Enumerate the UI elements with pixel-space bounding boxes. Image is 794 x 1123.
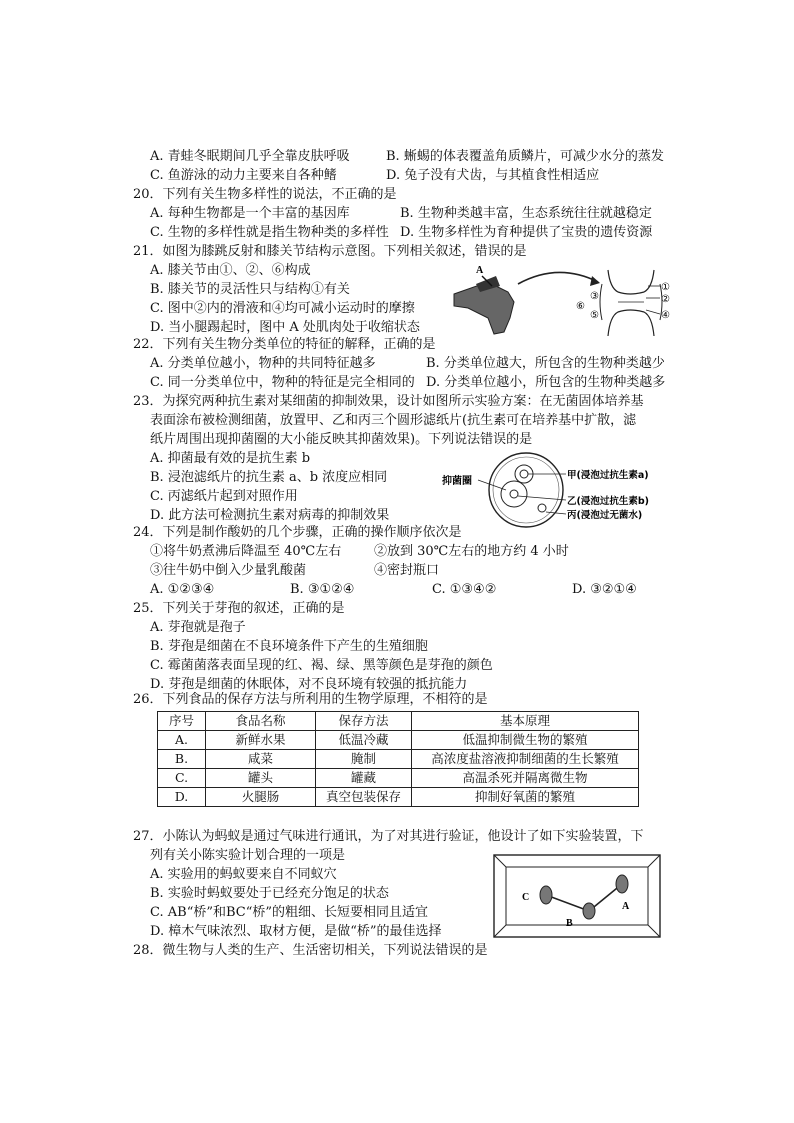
- cell-principle: 抑制好氧菌的繁殖: [412, 788, 639, 807]
- label-a: A: [476, 265, 484, 276]
- q24-step-4: ④密封瓶口: [374, 563, 440, 578]
- disc-jia: [520, 470, 528, 478]
- q19-option-d: D. 兔子没有犬齿，与其植食性相适应: [386, 168, 600, 183]
- q19-option-b: B. 蜥蜴的体表覆盖角质鳞片，可减少水分的蒸发: [386, 149, 664, 164]
- q28-stem: 28．微生物与人类的生产、生活密切相关，下列说法错误的是: [133, 943, 488, 958]
- q22-option-a: A. 分类单位越小，物种的共同特征越多: [150, 356, 376, 371]
- disc-bing: [538, 504, 546, 512]
- platform-c: [540, 886, 552, 904]
- q24-step-3: ③往牛奶中倒入少量乳酸菌: [150, 563, 307, 578]
- label-4: ④: [661, 310, 670, 321]
- platform-a: [616, 875, 628, 893]
- q26-stem: 26．下列食品的保存方法与所利用的生物学原理，不相符的是: [133, 692, 488, 707]
- q21-stem: 21．如图为膝跳反射和膝关节结构示意图。下列相关叙述，错误的是: [133, 244, 527, 259]
- cell-index: B.: [158, 750, 206, 769]
- femur-outline: [608, 270, 654, 294]
- tray-corner-br: [648, 925, 660, 937]
- q21-option-a: A. 膝关节由①、②、⑥构成: [150, 263, 311, 278]
- header-index: 序号: [158, 712, 206, 731]
- label-bing: 丙(浸泡过无菌水): [567, 510, 643, 521]
- tray-corner-tr: [648, 855, 660, 867]
- food-preservation-table: [157, 711, 639, 807]
- cell-food: 新鲜水果: [206, 731, 316, 750]
- table-row: [158, 769, 639, 788]
- q23-option-d: D. 此方法可检测抗生素对病毒的抑制效果: [150, 508, 390, 523]
- label-yi: 乙(浸泡过抗生素b): [567, 496, 649, 507]
- q22-option-d: D. 分类单位越小，所包含的生物种类越多: [426, 375, 666, 390]
- cell-principle: 高温杀死并隔离微生物: [412, 769, 639, 788]
- header-food: 食品名称: [206, 712, 316, 731]
- cell-method: 罐藏: [316, 769, 412, 788]
- q23-stem-line1: 23．为探究两种抗生素对某细菌的抑制效果，设计如图所示实验方案：在无菌固体培养基: [133, 394, 644, 409]
- q20-option-a: A. 每种生物都是一个丰富的基因库: [150, 206, 350, 221]
- q23-option-c: C. 丙滤纸片起到对照作用: [150, 489, 298, 504]
- q24-option-a: A. ①②③④: [150, 582, 215, 597]
- label-1: ①: [661, 282, 670, 293]
- q24-option-b: B. ③①②④: [290, 582, 355, 597]
- table-header-row: [158, 712, 639, 731]
- q21-option-b: B. 膝关节的灵活性只与结构①有关: [150, 282, 350, 297]
- cell-method: 腌制: [316, 750, 412, 769]
- table-row: [158, 750, 639, 769]
- cell-method: 真空包装保存: [316, 788, 412, 807]
- label-6: ⑥: [576, 301, 585, 312]
- cell-food: 火腿肠: [206, 788, 316, 807]
- cell-principle: 低温抑制微生物的繁殖: [412, 731, 639, 750]
- cell-method: 低温冷藏: [316, 731, 412, 750]
- knee-joint-figure: [448, 262, 680, 340]
- q27-option-b: B. 实验时蚂蚁要处于已经充分饱足的状态: [150, 886, 389, 901]
- tray-corner-tl: [494, 855, 506, 867]
- arrow-head: [590, 276, 600, 286]
- cell-principle: 高浓度盐溶液抑制细菌的生长繁殖: [412, 750, 639, 769]
- bridge-bc: [546, 895, 589, 911]
- cell-food: 咸菜: [206, 750, 316, 769]
- q24-step-2: ②放到 30℃左右的地方约 4 小时: [374, 544, 569, 559]
- table-row: [158, 788, 639, 807]
- q23-stem-line2: 表面涂布被检测细菌，放置甲、乙和丙三个圆形滤纸片(抗生素可在培养基中扩散，滤: [150, 413, 637, 428]
- cell-index: A.: [158, 731, 206, 750]
- q23-option-b: B. 浸泡滤纸片的抗生素 a、b 浓度应相同: [150, 470, 388, 485]
- q27-stem-line2: 列有关小陈实验计划合理的一项是: [150, 848, 346, 863]
- q27-stem-line1: 27．小陈认为蚂蚁是通过气味进行通讯，为了对其进行验证，他设计了如下实验装置，下: [133, 829, 644, 844]
- pointer-yi: [518, 496, 566, 500]
- q27-option-c: C. AB“桥”和BC“桥”的粗细、长短要相同且适宜: [150, 905, 429, 920]
- q24-option-c: C. ①③④②: [432, 582, 497, 597]
- q27-option-a: A. 实验用的蚂蚁要来自不同蚁穴: [150, 867, 337, 882]
- q25-option-c: C. 霉菌菌落表面呈现的红、褐、绿、黑等颜色是芽孢的颜色: [150, 658, 493, 673]
- q25-option-d: D. 芽孢是细菌的休眠体，对不良环境有较强的抵抗能力: [150, 677, 468, 692]
- capsule-left: [600, 284, 602, 320]
- q25-option-a: A. 芽孢就是孢子: [150, 620, 246, 635]
- q25-option-b: B. 芽孢是细菌在不良环境条件下产生的生殖细胞: [150, 639, 428, 654]
- zone-pointer: [478, 480, 506, 490]
- disc-yi: [510, 490, 518, 498]
- ant-bridge-figure: [492, 853, 662, 939]
- label-c: C: [522, 892, 530, 903]
- tray-corner-bl: [494, 925, 506, 937]
- q20-option-b: B. 生物种类越丰富，生态系统往往就越稳定: [400, 206, 652, 221]
- pointer-4: [646, 310, 660, 314]
- q20-option-d: D. 生物多样性为育种提供了宝贵的遗传资源: [400, 225, 653, 240]
- q23-option-a: A. 抑菌最有效的是抗生素 b: [150, 451, 311, 466]
- cell-index: D.: [158, 788, 206, 807]
- label-inhibition-zone: 抑菌圈: [442, 476, 472, 487]
- platform-b: [583, 903, 595, 919]
- q27-option-d: D. 樟木气味浓烈、取材方便，是做“桥”的最佳选择: [150, 924, 442, 939]
- q25-stem: 25．下列关于芽孢的叙述，正确的是: [133, 601, 345, 616]
- q22-option-b: B. 分类单位越大，所包含的生物种类越少: [426, 356, 665, 371]
- table-row: [158, 731, 639, 750]
- header-method: 保存方法: [316, 712, 412, 731]
- q24-stem: 24．下列是制作酸奶的几个步骤，正确的操作顺序依次是: [133, 525, 462, 540]
- header-principle: 基本原理: [412, 712, 639, 731]
- q19-option-a: A. 青蛙冬眠期间几乎全靠皮肤呼吸: [150, 149, 350, 164]
- label-3: ③: [590, 291, 599, 302]
- cell-index: C.: [158, 769, 206, 788]
- q22-stem: 22．下列有关生物分类单位的特征的解释，正确的是: [133, 337, 436, 352]
- label-b: B: [566, 918, 573, 929]
- q19-option-c: C. 鱼游泳的动力主要来自各种鳍: [150, 168, 337, 183]
- q20-option-c: C. 生物的多样性就是指生物种类的多样性: [150, 225, 389, 240]
- label-a: A: [622, 901, 630, 912]
- q20-stem: 20．下列有关生物多样性的说法，不正确的是: [133, 187, 397, 202]
- q24-step-1: ①将牛奶煮沸后降温至 40℃左右: [150, 544, 342, 559]
- q24-option-d: D. ③②①④: [572, 582, 637, 597]
- tibia-outline: [608, 310, 654, 336]
- curved-arrow: [518, 272, 598, 284]
- label-2: ②: [661, 294, 670, 305]
- q21-option-d: D. 当小腿踢起时，图中 A 处肌肉处于收缩状态: [150, 320, 420, 335]
- q21-option-c: C. 图中②内的滑液和④均可减小运动时的摩擦: [150, 301, 415, 316]
- q23-stem-line3: 纸片周围出现抑菌圈的大小能反映其抑菌效果)。下列说法错误的是: [150, 432, 533, 447]
- label-jia: 甲(浸泡过抗生素a): [567, 470, 649, 481]
- label-5: ⑤: [590, 310, 599, 321]
- cell-food: 罐头: [206, 769, 316, 788]
- q22-option-c: C. 同一分类单位中，物种的特征是完全相同的: [150, 375, 415, 390]
- petri-dish-figure: [440, 450, 685, 530]
